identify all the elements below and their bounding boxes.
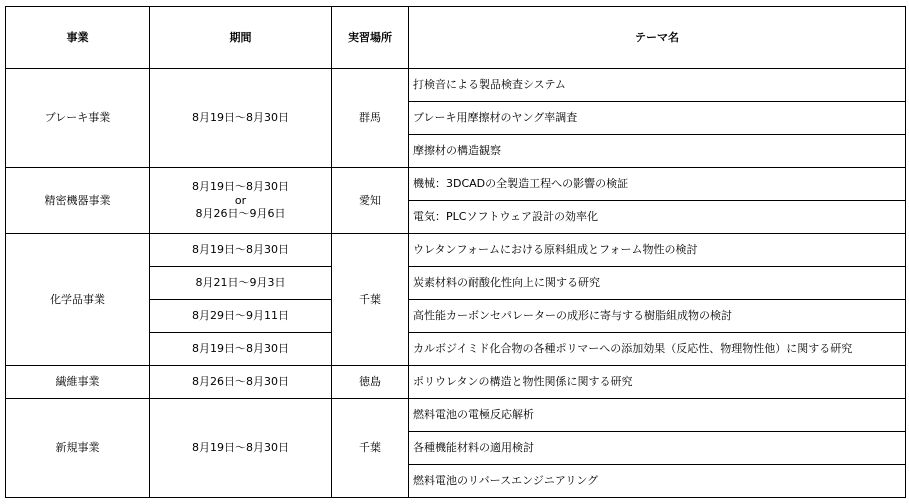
theme-cell: 摩擦材の構造観察 (409, 135, 906, 168)
business-cell: 繊維事業 (6, 366, 150, 399)
table-row (6, 69, 906, 102)
location-cell: 千葉 (332, 234, 409, 366)
internship-table (5, 6, 906, 498)
business-cell: 新規事業 (6, 399, 150, 498)
theme-cell: 打検音による製品検査システム (409, 69, 906, 102)
business-cell: ブレーキ事業 (6, 69, 150, 168)
period-cell: 8月19日～8月30日 (150, 333, 332, 366)
table-row (6, 399, 906, 432)
header-row (6, 7, 906, 69)
header-location: 実習場所 (332, 7, 409, 69)
theme-cell: 各種機能材料の適用検討 (409, 432, 906, 465)
period-line: 8月19日～8月30日 (192, 179, 289, 193)
theme-cell: 機械：3DCADの全製造工程への影響の検証 (409, 168, 906, 201)
theme-cell: 燃料電池の電極反応解析 (409, 399, 906, 432)
theme-cell: ポリウレタンの構造と物性関係に関する研究 (409, 366, 906, 399)
period-cell: 8月19日～8月30日 (150, 234, 332, 267)
theme-cell: 高性能カーボンセパレーターの成形に寄与する樹脂組成物の検討 (409, 300, 906, 333)
header-business: 事業 (6, 7, 150, 69)
theme-cell: 燃料電池のリバースエンジニアリング (409, 465, 906, 498)
location-cell: 愛知 (332, 168, 409, 234)
period-cell: 8月19日～8月30日 (150, 399, 332, 498)
period-cell: 8月26日～8月30日 (150, 366, 332, 399)
header-period: 期間 (150, 7, 332, 69)
theme-cell: カルボジイミド化合物の各種ポリマーへの添加効果（反応性、物理物性他）に関する研究 (409, 333, 906, 366)
theme-cell: 電気：PLCソフトウェア設計の効率化 (409, 201, 906, 234)
header-theme: テーマ名 (409, 7, 906, 69)
period-cell: 8月29日～9月11日 (150, 300, 332, 333)
location-cell: 群馬 (332, 69, 409, 168)
business-cell: 化学品事業 (6, 234, 150, 366)
business-cell: 精密機器事業 (6, 168, 150, 234)
period-cell: 8月19日～8月30日 (150, 69, 332, 168)
location-cell: 徳島 (332, 366, 409, 399)
period-line: 8月26日～9月6日 (195, 207, 286, 221)
period-or: or (234, 193, 247, 207)
theme-cell: ブレーキ用摩擦材のヤング率調査 (409, 102, 906, 135)
period-cell (150, 168, 332, 234)
table-row (6, 366, 906, 399)
theme-cell: 炭素材料の耐酸化性向上に関する研究 (409, 267, 906, 300)
table-row (6, 234, 906, 267)
period-cell: 8月21日～9月3日 (150, 267, 332, 300)
location-cell: 千葉 (332, 399, 409, 498)
theme-cell: ウレタンフォームにおける原料組成とフォーム物性の検討 (409, 234, 906, 267)
table-row (6, 168, 906, 201)
